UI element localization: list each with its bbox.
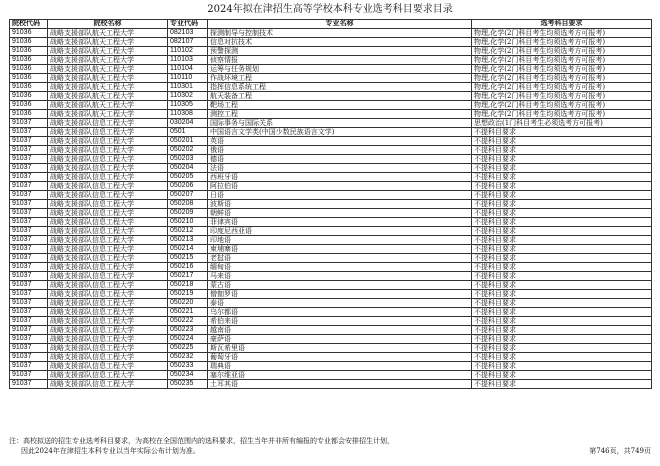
table-row [10, 137, 652, 146]
major-name-cell: 德语 [208, 155, 472, 164]
school-code-cell: 91037 [10, 146, 48, 155]
major-name-cell: 乌尔都语 [208, 308, 472, 317]
school-name-cell: 战略支援部队信息工程大学 [48, 263, 168, 272]
school-code-cell: 91037 [10, 209, 48, 218]
subject-requirement-cell: 不提科目要求 [472, 182, 652, 191]
major-name-cell: 法语 [208, 164, 472, 173]
school-code-cell: 91037 [10, 380, 48, 389]
school-name-cell: 战略支援部队信息工程大学 [48, 353, 168, 362]
major-code-cell: 110102 [168, 47, 208, 56]
school-code-cell: 91037 [10, 281, 48, 290]
major-code-cell: 050208 [168, 200, 208, 209]
major-name-cell: 僧伽罗语 [208, 290, 472, 299]
major-code-cell: 110308 [168, 110, 208, 119]
major-name-cell: 马来语 [208, 272, 472, 281]
school-code-cell: 91037 [10, 308, 48, 317]
school-code-cell: 91037 [10, 263, 48, 272]
school-code-cell: 91037 [10, 137, 48, 146]
subject-requirement-cell: 不提科目要求 [472, 236, 652, 245]
subject-requirement-cell: 不提科目要求 [472, 137, 652, 146]
table-row [10, 146, 652, 155]
school-name-cell: 战略支援部队航天工程大学 [48, 47, 168, 56]
footnote-continued: 因此2024年在津招生本科专业以当年实际公布计划为准。 [21, 447, 200, 455]
school-code-cell: 91037 [10, 299, 48, 308]
school-name-cell: 战略支援部队信息工程大学 [48, 317, 168, 326]
header-school-name: 院校名称 [48, 20, 168, 29]
major-code-cell: 050203 [168, 155, 208, 164]
major-code-cell: 050215 [168, 254, 208, 263]
table-row [10, 164, 652, 173]
major-code-cell: 050202 [168, 146, 208, 155]
header-subject-requirement: 选考科目要求 [472, 20, 652, 29]
school-code-cell: 91037 [10, 353, 48, 362]
subject-requirement-cell: 不提科目要求 [472, 344, 652, 353]
major-name-cell: 俄语 [208, 146, 472, 155]
school-code-cell: 91037 [10, 218, 48, 227]
major-name-cell: 信息对抗技术 [208, 38, 472, 47]
table-row [10, 308, 652, 317]
subject-requirement-cell: 不提科目要求 [472, 254, 652, 263]
school-name-cell: 战略支援部队信息工程大学 [48, 128, 168, 137]
school-code-cell: 91036 [10, 83, 48, 92]
subject-requirement-cell: 不提科目要求 [472, 371, 652, 380]
subject-requirement-cell: 不提科目要求 [472, 191, 652, 200]
subject-requirement-cell: 不提科目要求 [472, 317, 652, 326]
major-code-cell: 050218 [168, 281, 208, 290]
major-code-cell: 110305 [168, 101, 208, 110]
school-code-cell: 91036 [10, 74, 48, 83]
school-name-cell: 战略支援部队航天工程大学 [48, 65, 168, 74]
subject-requirement-cell: 不提科目要求 [472, 128, 652, 137]
table-row [10, 299, 652, 308]
major-code-cell: 050204 [168, 164, 208, 173]
subject-requirement-cell: 不提科目要求 [472, 299, 652, 308]
subject-requirement-cell: 不提科目要求 [472, 353, 652, 362]
table-row [10, 245, 652, 254]
table-row [10, 362, 652, 371]
table-row [10, 191, 652, 200]
school-name-cell: 战略支援部队信息工程大学 [48, 308, 168, 317]
major-name-cell: 菲律宾语 [208, 218, 472, 227]
school-code-cell: 91037 [10, 290, 48, 299]
table-row [10, 101, 652, 110]
major-code-cell: 082103 [168, 29, 208, 38]
major-code-cell: 050212 [168, 227, 208, 236]
school-name-cell: 战略支援部队航天工程大学 [48, 92, 168, 101]
school-code-cell: 91037 [10, 254, 48, 263]
major-name-cell: 朝鲜语 [208, 209, 472, 218]
school-name-cell: 战略支援部队信息工程大学 [48, 335, 168, 344]
school-code-cell: 91037 [10, 245, 48, 254]
major-code-cell: 050235 [168, 380, 208, 389]
major-name-cell: 印度尼西亚语 [208, 227, 472, 236]
school-name-cell: 战略支援部队信息工程大学 [48, 200, 168, 209]
major-code-cell: 050209 [168, 209, 208, 218]
subject-requirement-cell: 不提科目要求 [472, 209, 652, 218]
major-code-cell: 110104 [168, 65, 208, 74]
subject-requirement-cell: 不提科目要求 [472, 362, 652, 371]
table-row [10, 281, 652, 290]
subject-requirement-cell: 物理,化学(2门科目考生均须选考方可报考) [472, 38, 652, 47]
major-name-cell: 测控工程 [208, 110, 472, 119]
table-row [10, 380, 652, 389]
subject-requirement-cell: 不提科目要求 [472, 227, 652, 236]
school-name-cell: 战略支援部队航天工程大学 [48, 74, 168, 83]
subject-requirement-cell: 不提科目要求 [472, 245, 652, 254]
major-name-cell: 探测制导与控制技术 [208, 29, 472, 38]
school-code-cell: 91037 [10, 155, 48, 164]
major-name-cell: 靶场工程 [208, 101, 472, 110]
header-major-name: 专业名称 [208, 20, 472, 29]
subject-requirement-cell: 不提科目要求 [472, 155, 652, 164]
table-row [10, 209, 652, 218]
school-name-cell: 战略支援部队信息工程大学 [48, 218, 168, 227]
subject-requirement-cell: 物理,化学(2门科目考生均须选考方可报考) [472, 56, 652, 65]
major-code-cell: 050232 [168, 353, 208, 362]
school-name-cell: 战略支援部队航天工程大学 [48, 38, 168, 47]
major-name-cell: 航天装备工程 [208, 92, 472, 101]
school-name-cell: 战略支援部队信息工程大学 [48, 344, 168, 353]
table-row [10, 227, 652, 236]
table-row [10, 326, 652, 335]
school-code-cell: 91037 [10, 236, 48, 245]
school-name-cell: 战略支援部队信息工程大学 [48, 227, 168, 236]
school-code-cell: 91036 [10, 92, 48, 101]
school-code-cell: 91036 [10, 101, 48, 110]
subject-requirement-cell: 物理,化学(2门科目考生均须选考方可报考) [472, 65, 652, 74]
major-code-cell: 050214 [168, 245, 208, 254]
school-code-cell: 91037 [10, 128, 48, 137]
major-name-cell: 运筹与任务规划 [208, 65, 472, 74]
major-code-cell: 050217 [168, 272, 208, 281]
school-code-cell: 91036 [10, 38, 48, 47]
subject-requirement-cell: 思想政治(1门科目考生必须选考方可报考) [472, 119, 652, 128]
major-code-cell: 082107 [168, 38, 208, 47]
school-name-cell: 战略支援部队航天工程大学 [48, 101, 168, 110]
table-row [10, 254, 652, 263]
school-name-cell: 战略支援部队信息工程大学 [48, 299, 168, 308]
school-name-cell: 战略支援部队信息工程大学 [48, 245, 168, 254]
major-name-cell: 西班牙语 [208, 173, 472, 182]
major-code-cell: 050233 [168, 362, 208, 371]
major-name-cell: 越南语 [208, 326, 472, 335]
subject-requirement-cell: 不提科目要求 [472, 164, 652, 173]
major-name-cell: 阿拉伯语 [208, 182, 472, 191]
school-code-cell: 91037 [10, 119, 48, 128]
school-code-cell: 91037 [10, 272, 48, 281]
table-row [10, 56, 652, 65]
subject-requirement-cell: 物理,化学(2门科目考生均须选考方可报考) [472, 83, 652, 92]
school-code-cell: 91037 [10, 164, 48, 173]
table-body [10, 29, 652, 389]
major-code-cell: 050207 [168, 191, 208, 200]
school-name-cell: 战略支援部队信息工程大学 [48, 209, 168, 218]
school-name-cell: 战略支援部队信息工程大学 [48, 146, 168, 155]
table-header-row [10, 20, 652, 29]
school-name-cell: 战略支援部队信息工程大学 [48, 182, 168, 191]
subject-requirement-cell: 物理,化学(2门科目考生均须选考方可报考) [472, 47, 652, 56]
table-row [10, 38, 652, 47]
table-row [10, 371, 652, 380]
major-name-cell: 侦察情报 [208, 56, 472, 65]
table-row [10, 263, 652, 272]
school-name-cell: 战略支援部队航天工程大学 [48, 56, 168, 65]
subject-requirement-cell: 物理,化学(2门科目考生均须选考方可报考) [472, 29, 652, 38]
major-name-cell: 土耳其语 [208, 380, 472, 389]
subject-requirement-cell: 不提科目要求 [472, 326, 652, 335]
major-code-cell: 050224 [168, 335, 208, 344]
table-row [10, 83, 652, 92]
table-row [10, 110, 652, 119]
school-name-cell: 战略支援部队信息工程大学 [48, 137, 168, 146]
major-name-cell: 英语 [208, 137, 472, 146]
school-name-cell: 战略支援部队信息工程大学 [48, 290, 168, 299]
major-name-cell: 泰语 [208, 299, 472, 308]
major-name-cell: 塞尔维亚语 [208, 371, 472, 380]
major-name-cell: 蒙古语 [208, 281, 472, 290]
header-major-code: 专业代码 [168, 20, 208, 29]
major-name-cell: 斯瓦希里语 [208, 344, 472, 353]
subject-requirement-cell: 物理,化学(2门科目考生均须选考方可报考) [472, 92, 652, 101]
school-code-cell: 91037 [10, 200, 48, 209]
school-name-cell: 战略支援部队信息工程大学 [48, 254, 168, 263]
table-row [10, 173, 652, 182]
school-code-cell: 91037 [10, 371, 48, 380]
subject-requirement-cell: 不提科目要求 [472, 173, 652, 182]
school-code-cell: 91036 [10, 56, 48, 65]
major-code-cell: 050220 [168, 299, 208, 308]
school-name-cell: 战略支援部队航天工程大学 [48, 29, 168, 38]
table-row [10, 47, 652, 56]
major-code-cell: 050213 [168, 236, 208, 245]
table-row [10, 119, 652, 128]
school-code-cell: 91037 [10, 335, 48, 344]
subject-requirement-cell: 物理,化学(2门科目考生均须选考方可报考) [472, 110, 652, 119]
major-code-cell: 050219 [168, 290, 208, 299]
school-code-cell: 91036 [10, 110, 48, 119]
major-code-cell: 050205 [168, 173, 208, 182]
major-code-cell: 050222 [168, 317, 208, 326]
table-row [10, 29, 652, 38]
school-code-cell: 91036 [10, 47, 48, 56]
table-row [10, 344, 652, 353]
major-name-cell: 国际事务与国际关系 [208, 119, 472, 128]
school-name-cell: 战略支援部队信息工程大学 [48, 173, 168, 182]
school-code-cell: 91037 [10, 191, 48, 200]
school-name-cell: 战略支援部队信息工程大学 [48, 380, 168, 389]
major-name-cell: 印地语 [208, 236, 472, 245]
table-row [10, 218, 652, 227]
school-code-cell: 91037 [10, 173, 48, 182]
subject-requirement-cell: 不提科目要求 [472, 200, 652, 209]
major-code-cell: 050206 [168, 182, 208, 191]
major-name-cell: 作战环境工程 [208, 74, 472, 83]
header-school-code: 院校代码 [10, 20, 48, 29]
subject-requirement-cell: 不提科目要求 [472, 281, 652, 290]
school-code-cell: 91037 [10, 344, 48, 353]
table-row [10, 200, 652, 209]
school-name-cell: 战略支援部队信息工程大学 [48, 236, 168, 245]
table-row [10, 317, 652, 326]
school-name-cell: 战略支援部队信息工程大学 [48, 272, 168, 281]
major-name-cell: 柬埔寨语 [208, 245, 472, 254]
major-code-cell: 050210 [168, 218, 208, 227]
major-name-cell: 希伯来语 [208, 317, 472, 326]
school-name-cell: 战略支援部队航天工程大学 [48, 83, 168, 92]
table-row [10, 74, 652, 83]
major-name-cell: 瑞典语 [208, 362, 472, 371]
major-code-cell: 050234 [168, 371, 208, 380]
table-row [10, 182, 652, 191]
table-row [10, 92, 652, 101]
subject-requirement-cell: 物理,化学(2门科目考生均须选考方可报考) [472, 74, 652, 83]
school-name-cell: 战略支援部队信息工程大学 [48, 155, 168, 164]
school-name-cell: 战略支援部队信息工程大学 [48, 191, 168, 200]
school-code-cell: 91036 [10, 65, 48, 74]
subject-requirement-cell: 物理,化学(2门科目考生均须选考方可报考) [472, 101, 652, 110]
page-title: 2024年拟在津招生高等学校本科专业选考科目要求目录 [207, 4, 453, 15]
table-row [10, 155, 652, 164]
major-name-cell: 指挥信息系统工程 [208, 83, 472, 92]
table-row [10, 272, 652, 281]
subject-requirement-cell: 不提科目要求 [472, 335, 652, 344]
school-code-cell: 91037 [10, 227, 48, 236]
subject-requirement-cell: 不提科目要求 [472, 263, 652, 272]
table-row [10, 128, 652, 137]
subject-requirement-cell: 不提科目要求 [472, 146, 652, 155]
page-indicator: 第746页，共749页 [589, 447, 651, 455]
major-code-cell: 050225 [168, 344, 208, 353]
major-code-cell: 050223 [168, 326, 208, 335]
school-name-cell: 战略支援部队信息工程大学 [48, 164, 168, 173]
school-name-cell: 战略支援部队信息工程大学 [48, 281, 168, 290]
major-name-cell: 中国语言文学类(中国少数民族语言文学) [208, 128, 472, 137]
major-name-cell: 豪萨语 [208, 335, 472, 344]
major-code-cell: 030204 [168, 119, 208, 128]
major-code-cell: 110301 [168, 83, 208, 92]
table-row [10, 335, 652, 344]
subject-requirement-cell: 不提科目要求 [472, 272, 652, 281]
table-row [10, 290, 652, 299]
major-code-cell: 110103 [168, 56, 208, 65]
subject-requirement-cell: 不提科目要求 [472, 218, 652, 227]
major-name-cell: 预警探测 [208, 47, 472, 56]
school-name-cell: 战略支援部队信息工程大学 [48, 371, 168, 380]
school-code-cell: 91037 [10, 317, 48, 326]
school-name-cell: 战略支援部队航天工程大学 [48, 110, 168, 119]
school-code-cell: 91037 [10, 326, 48, 335]
school-code-cell: 91037 [10, 182, 48, 191]
table-row [10, 353, 652, 362]
school-code-cell: 91036 [10, 29, 48, 38]
school-name-cell: 战略支援部队信息工程大学 [48, 326, 168, 335]
subject-requirement-cell: 不提科目要求 [472, 290, 652, 299]
major-name-cell: 缅甸语 [208, 263, 472, 272]
table-row [10, 65, 652, 74]
school-name-cell: 战略支援部队信息工程大学 [48, 119, 168, 128]
major-code-cell: 110110 [168, 74, 208, 83]
major-code-cell: 050221 [168, 308, 208, 317]
major-code-cell: 050201 [168, 137, 208, 146]
major-code-cell: 110302 [168, 92, 208, 101]
subject-requirements-table [9, 19, 652, 389]
school-code-cell: 91037 [10, 362, 48, 371]
major-code-cell: 050216 [168, 263, 208, 272]
major-name-cell: 老挝语 [208, 254, 472, 263]
table-row [10, 236, 652, 245]
subject-requirement-cell: 不提科目要求 [472, 380, 652, 389]
major-name-cell: 波斯语 [208, 200, 472, 209]
school-name-cell: 战略支援部队信息工程大学 [48, 362, 168, 371]
subject-requirement-cell: 不提科目要求 [472, 308, 652, 317]
major-code-cell: 0501 [168, 128, 208, 137]
footnote: 注：高校拟送的招生专业选考科目要求，为高校在全国范围内的选科要求，招生当年并非所有编报的专业都会安排招生计划， [9, 437, 394, 445]
major-name-cell: 葡萄牙语 [208, 353, 472, 362]
major-name-cell: 日语 [208, 191, 472, 200]
